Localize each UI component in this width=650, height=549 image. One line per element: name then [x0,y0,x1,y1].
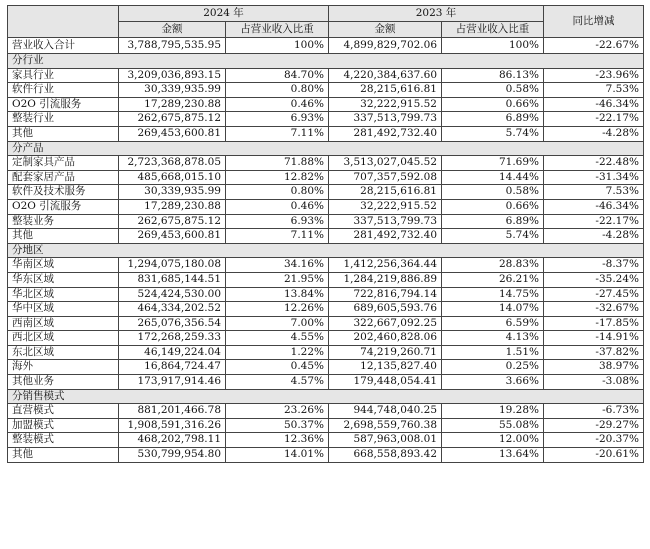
cell-yoy: -31.34% [544,170,644,185]
cell-share-2023: 86.13% [442,68,544,83]
cell-yoy: -4.28% [544,229,644,244]
section-header-row [8,54,644,69]
cell-amount-2024: 46,149,224.04 [119,345,226,360]
cell-share-2024: 0.45% [226,360,329,375]
cell-amount-2024: 262,675,875.12 [119,112,226,127]
table-row [8,272,644,287]
header-blank-cell [8,6,119,38]
cell-amount-2024: 524,424,530.00 [119,287,226,302]
header-amount-2023: 金额 [329,21,442,38]
cell-amount-2023: 1,412,256,364.44 [329,258,442,273]
table-row [8,448,644,463]
cell-share-2023: 14.44% [442,170,544,185]
cell-label: 配套家居产品 [8,170,119,185]
cell-amount-2024: 173,917,914.46 [119,375,226,390]
cell-share-2023: 6.89% [442,112,544,127]
cell-yoy: -3.08% [544,375,644,390]
cell-yoy: -32.67% [544,302,644,317]
cell-amount-2023: 179,448,054.41 [329,375,442,390]
cell-yoy: 38.97% [544,360,644,375]
cell-yoy: -20.37% [544,433,644,448]
table-row [8,345,644,360]
cell-label: 海外 [8,360,119,375]
cell-amount-2024: 3,209,036,893.15 [119,68,226,83]
cell-yoy: 7.53% [544,185,644,200]
cell-yoy: -22.48% [544,156,644,171]
cell-label: 华北区域 [8,287,119,302]
cell-label: 直营模式 [8,404,119,419]
table-row [8,331,644,346]
header-row-years [8,6,644,22]
cell-yoy: -14.91% [544,331,644,346]
cell-share-2023: 3.66% [442,375,544,390]
cell-amount-2024: 172,268,259.33 [119,331,226,346]
cell-share-2024: 23.26% [226,404,329,419]
cell-share-2024: 7.00% [226,316,329,331]
cell-share-2023: 5.74% [442,126,544,141]
table-header [8,6,644,38]
cell-yoy: -37.82% [544,345,644,360]
cell-amount-2024: 262,675,875.12 [119,214,226,229]
cell-label: 东北区域 [8,345,119,360]
cell-share-2024: 84.70% [226,68,329,83]
table-row [8,185,644,200]
table-row [8,316,644,331]
cell-amount-2023: 944,748,040.25 [329,404,442,419]
cell-yoy: -4.28% [544,126,644,141]
section-header-row [8,389,644,404]
cell-amount-2023: 707,357,592.08 [329,170,442,185]
cell-share-2023: 14.75% [442,287,544,302]
cell-amount-2023: 281,492,732.40 [329,126,442,141]
total-label: 营业收入合计 [8,38,119,54]
total-yoy: -22.67% [544,38,644,54]
cell-share-2024: 6.93% [226,112,329,127]
cell-yoy: 7.53% [544,83,644,98]
cell-label: 其他 [8,229,119,244]
cell-share-2023: 0.25% [442,360,544,375]
cell-yoy: -27.45% [544,287,644,302]
cell-share-2024: 34.16% [226,258,329,273]
cell-amount-2023: 281,492,732.40 [329,229,442,244]
cell-yoy: -46.34% [544,97,644,112]
cell-share-2024: 12.82% [226,170,329,185]
cell-amount-2023: 322,667,092.25 [329,316,442,331]
cell-amount-2024: 16,864,724.47 [119,360,226,375]
header-share-2023: 占营业收入比重 [442,21,544,38]
section-header-row [8,243,644,258]
cell-amount-2024: 530,799,954.80 [119,448,226,463]
cell-label: 定制家具产品 [8,156,119,171]
cell-amount-2023: 337,513,799.73 [329,214,442,229]
cell-amount-2023: 1,284,219,886.89 [329,272,442,287]
total-amount-2024: 3,788,795,535.95 [119,38,226,54]
cell-label: O2O 引流服务 [8,199,119,214]
cell-yoy: -22.17% [544,214,644,229]
cell-label: 整装模式 [8,433,119,448]
cell-amount-2024: 17,289,230.88 [119,199,226,214]
cell-amount-2024: 831,685,144.51 [119,272,226,287]
cell-label: 软件及技术服务 [8,185,119,200]
cell-share-2023: 6.59% [442,316,544,331]
table-row [8,199,644,214]
cell-yoy: -8.37% [544,258,644,273]
table-row [8,170,644,185]
cell-share-2024: 4.55% [226,331,329,346]
cell-share-2023: 6.89% [442,214,544,229]
cell-share-2023: 12.00% [442,433,544,448]
cell-share-2023: 0.58% [442,83,544,98]
cell-amount-2024: 30,339,935.99 [119,83,226,98]
total-row [8,38,644,54]
cell-label: 家具行业 [8,68,119,83]
cell-amount-2023: 28,215,616.81 [329,83,442,98]
cell-yoy: -6.73% [544,404,644,419]
table-row [8,214,644,229]
cell-share-2023: 4.13% [442,331,544,346]
table-row [8,360,644,375]
cell-yoy: -35.24% [544,272,644,287]
cell-yoy: -23.96% [544,68,644,83]
cell-amount-2023: 337,513,799.73 [329,112,442,127]
table-row [8,302,644,317]
section-title: 分产品 [8,141,644,156]
cell-amount-2024: 2,723,368,878.05 [119,156,226,171]
section-title: 分行业 [8,54,644,69]
section-title: 分地区 [8,243,644,258]
header-share-2024: 占营业收入比重 [226,21,329,38]
cell-amount-2023: 4,220,384,637.60 [329,68,442,83]
cell-share-2023: 0.58% [442,185,544,200]
cell-share-2023: 0.66% [442,199,544,214]
cell-share-2023: 55.08% [442,418,544,433]
table-row [8,112,644,127]
cell-amount-2024: 485,668,015.10 [119,170,226,185]
cell-share-2023: 19.28% [442,404,544,419]
section-header-row [8,141,644,156]
cell-share-2024: 7.11% [226,126,329,141]
table-row [8,433,644,448]
cell-label: 华中区域 [8,302,119,317]
cell-label: 华南区域 [8,258,119,273]
table-row [8,83,644,98]
cell-amount-2023: 689,605,593.76 [329,302,442,317]
total-amount-2023: 4,899,829,702.06 [329,38,442,54]
cell-amount-2023: 587,963,008.01 [329,433,442,448]
table-row [8,126,644,141]
cell-amount-2024: 464,334,202.52 [119,302,226,317]
cell-amount-2023: 3,513,027,045.52 [329,156,442,171]
cell-yoy: -22.17% [544,112,644,127]
cell-amount-2024: 269,453,600.81 [119,229,226,244]
cell-amount-2024: 1,294,075,180.08 [119,258,226,273]
cell-amount-2024: 269,453,600.81 [119,126,226,141]
header-year-2024: 2024 年 [119,6,329,22]
table-row [8,418,644,433]
cell-label: 其他 [8,448,119,463]
table-row [8,156,644,171]
cell-share-2024: 0.80% [226,83,329,98]
cell-share-2024: 1.22% [226,345,329,360]
cell-label: 其他 [8,126,119,141]
cell-label: 整装业务 [8,214,119,229]
cell-label: 加盟模式 [8,418,119,433]
cell-share-2023: 1.51% [442,345,544,360]
total-share-2024: 100% [226,38,329,54]
header-year-2023: 2023 年 [329,6,544,22]
cell-yoy: -17.85% [544,316,644,331]
cell-amount-2023: 74,219,260.71 [329,345,442,360]
cell-share-2024: 13.84% [226,287,329,302]
table-row [8,229,644,244]
cell-share-2024: 4.57% [226,375,329,390]
cell-share-2024: 21.95% [226,272,329,287]
table-row [8,68,644,83]
cell-label: 其他业务 [8,375,119,390]
table-row [8,258,644,273]
cell-amount-2024: 17,289,230.88 [119,97,226,112]
cell-amount-2023: 28,215,616.81 [329,185,442,200]
cell-share-2024: 0.46% [226,97,329,112]
table-row [8,404,644,419]
cell-yoy: -20.61% [544,448,644,463]
cell-yoy: -29.27% [544,418,644,433]
cell-share-2024: 7.11% [226,229,329,244]
header-amount-2024: 金额 [119,21,226,38]
cell-amount-2024: 881,201,466.78 [119,404,226,419]
cell-amount-2023: 2,698,559,760.38 [329,418,442,433]
cell-share-2024: 71.88% [226,156,329,171]
cell-share-2024: 0.80% [226,185,329,200]
cell-share-2023: 0.66% [442,97,544,112]
cell-amount-2023: 202,460,828.06 [329,331,442,346]
cell-share-2023: 26.21% [442,272,544,287]
header-yoy: 同比增减 [544,6,644,38]
cell-share-2024: 50.37% [226,418,329,433]
cell-share-2024: 0.46% [226,199,329,214]
cell-amount-2023: 722,816,794.14 [329,287,442,302]
cell-share-2024: 14.01% [226,448,329,463]
cell-share-2023: 13.64% [442,448,544,463]
cell-label: 整装行业 [8,112,119,127]
cell-share-2024: 6.93% [226,214,329,229]
section-title: 分销售模式 [8,389,644,404]
cell-share-2023: 14.07% [442,302,544,317]
cell-amount-2024: 30,339,935.99 [119,185,226,200]
cell-share-2023: 28.83% [442,258,544,273]
cell-amount-2023: 668,558,893.42 [329,448,442,463]
table-row [8,287,644,302]
cell-label: O2O 引流服务 [8,97,119,112]
table-body [8,38,644,463]
table-row [8,375,644,390]
cell-share-2023: 71.69% [442,156,544,171]
cell-label: 华东区域 [8,272,119,287]
cell-share-2024: 12.36% [226,433,329,448]
cell-share-2023: 5.74% [442,229,544,244]
cell-yoy: -46.34% [544,199,644,214]
cell-label: 西北区域 [8,331,119,346]
cell-amount-2023: 32,222,915.52 [329,97,442,112]
cell-label: 西南区域 [8,316,119,331]
revenue-breakdown-table-container [7,5,643,463]
cell-amount-2024: 265,076,356.54 [119,316,226,331]
cell-amount-2024: 468,202,798.11 [119,433,226,448]
revenue-breakdown-table [7,5,644,463]
cell-amount-2023: 12,135,827.40 [329,360,442,375]
cell-amount-2023: 32,222,915.52 [329,199,442,214]
cell-share-2024: 12.26% [226,302,329,317]
cell-label: 软件行业 [8,83,119,98]
cell-amount-2024: 1,908,591,316.26 [119,418,226,433]
table-row [8,97,644,112]
total-share-2023: 100% [442,38,544,54]
